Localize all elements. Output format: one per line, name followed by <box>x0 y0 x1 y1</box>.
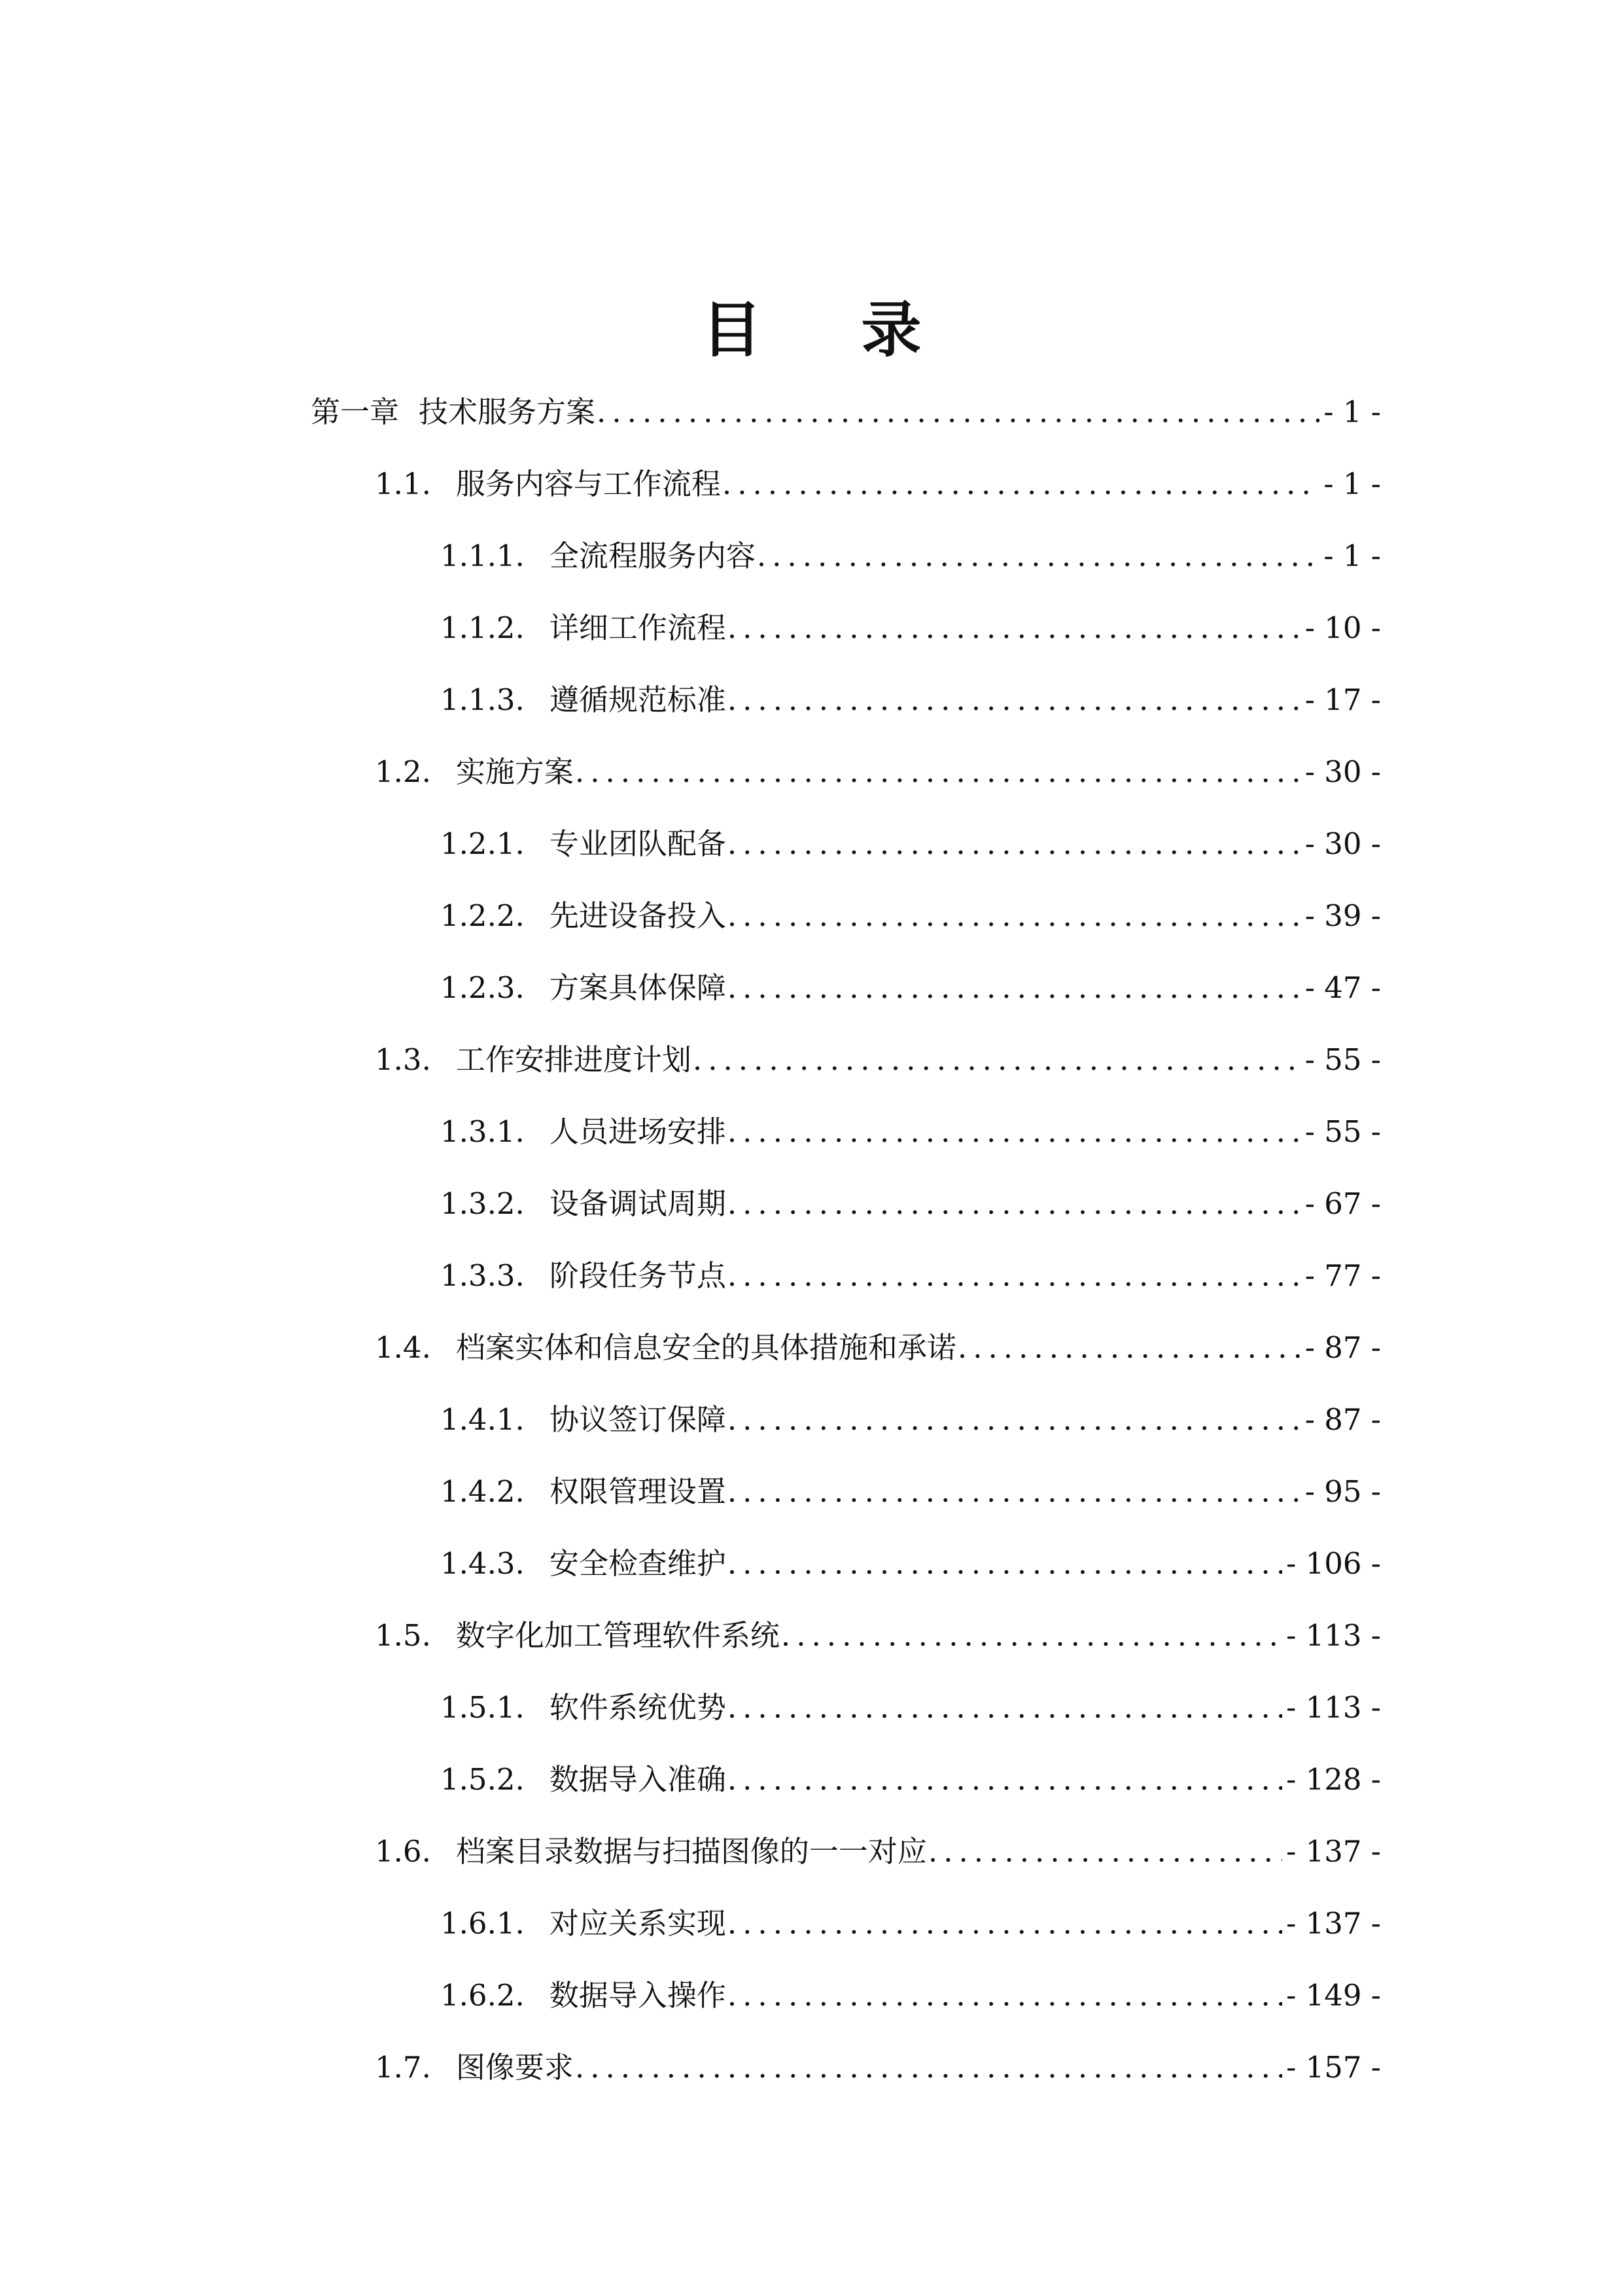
toc-entry-title: 权限管理设置 <box>549 1474 726 1509</box>
toc-entry[interactable] <box>375 1610 1381 1662</box>
toc-entry-number: 1.5.2. <box>440 1762 525 1797</box>
toc-entry[interactable] <box>375 1034 1381 1086</box>
toc-entry-number: 1.7. <box>375 2050 431 2085</box>
toc-entry-number: 1.6. <box>375 1834 431 1869</box>
toc-dot-leader <box>727 962 1301 1014</box>
toc-entry-number: 1.2.2. <box>440 898 525 933</box>
toc-entry-title: 详细工作流程 <box>549 610 726 645</box>
toc-entry-number: 1.2.1. <box>440 826 525 861</box>
toc-dot-leader <box>727 602 1301 654</box>
toc-entry[interactable] <box>440 1898 1381 1950</box>
toc-entry[interactable] <box>375 1826 1381 1878</box>
toc-entry-page: - 30 - <box>1304 754 1381 789</box>
toc-entry-number: 1.1.1. <box>440 539 525 573</box>
toc-dot-leader <box>722 458 1319 510</box>
toc-dot-leader <box>727 1178 1301 1230</box>
toc-entry-title: 设备调试周期 <box>549 1186 726 1221</box>
toc-entry-number: 1.1.2. <box>440 610 525 645</box>
toc-entry[interactable] <box>440 818 1381 870</box>
toc-entry[interactable] <box>440 1394 1381 1446</box>
toc-entry-page: - 113 - <box>1286 1618 1381 1653</box>
toc-dot-leader <box>958 1322 1301 1374</box>
toc-entry-title: 工作安排进度计划 <box>455 1042 691 1077</box>
toc-entry-title: 对应关系实现 <box>549 1906 726 1941</box>
toc-entry-number: 1.4.2. <box>440 1474 525 1509</box>
toc-entry-title: 图像要求 <box>455 2050 574 2085</box>
toc-entry-number: 1.1.3. <box>440 682 525 717</box>
toc-dot-leader <box>757 530 1320 582</box>
toc-entry-title: 人员进场安排 <box>549 1114 726 1149</box>
toc-entry[interactable] <box>375 2041 1381 2094</box>
toc-entry-title: 档案实体和信息安全的具体措施和承诺 <box>455 1330 956 1365</box>
toc-dot-leader <box>597 386 1319 438</box>
toc-entry-title: 数据导入操作 <box>549 1978 726 2013</box>
toc-entry-page: - 128 - <box>1286 1762 1381 1797</box>
toc-dot-leader <box>928 1826 1282 1878</box>
page-title: 目 录 <box>701 295 961 365</box>
toc-dot-leader <box>727 1466 1301 1518</box>
toc-entry-page: - 77 - <box>1304 1258 1381 1293</box>
toc-entry[interactable] <box>440 1106 1381 1158</box>
toc-entry-page: - 106 - <box>1286 1546 1381 1581</box>
toc-entry-page: - 113 - <box>1286 1690 1381 1725</box>
toc-entry-title: 阶段任务节点 <box>549 1258 726 1293</box>
toc-entry-number: 1.2.3. <box>440 970 525 1005</box>
toc-entry-title: 技术服务方案 <box>419 395 596 429</box>
toc-entry-page: - 1 - <box>1323 467 1381 501</box>
toc-entry-title: 协议签订保障 <box>549 1402 726 1437</box>
toc-entry-page: - 55 - <box>1304 1114 1381 1149</box>
toc-entry-number: 1.6.1. <box>440 1906 525 1941</box>
toc-entry-title: 数据导入准确 <box>549 1762 726 1797</box>
toc-entry-title: 安全检查维护 <box>549 1546 726 1581</box>
toc-dot-leader <box>727 1106 1301 1158</box>
toc-entry-title: 遵循规范标准 <box>549 682 726 717</box>
toc-entry-number: 第一章 <box>311 395 400 429</box>
toc-entry[interactable] <box>440 1754 1381 1806</box>
toc-entry-number: 1.2. <box>375 754 431 789</box>
toc-entry[interactable] <box>440 1250 1381 1302</box>
toc-entry-page: - 87 - <box>1304 1330 1381 1365</box>
toc-entry-title: 档案目录数据与扫描图像的一一对应 <box>455 1834 927 1869</box>
toc-entry-number: 1.1. <box>375 467 431 501</box>
toc-entry-title: 服务内容与工作流程 <box>455 467 721 501</box>
toc-entry-page: - 1 - <box>1323 539 1381 573</box>
toc-dot-leader <box>727 818 1301 870</box>
toc-entry[interactable] <box>440 530 1381 582</box>
toc-dot-leader <box>781 1610 1282 1662</box>
toc-entry-title: 软件系统优势 <box>549 1690 726 1725</box>
toc-entry-title: 数字化加工管理软件系统 <box>455 1618 780 1653</box>
toc-entry-page: - 95 - <box>1304 1474 1381 1509</box>
toc-dot-leader <box>575 746 1301 798</box>
toc-entry-page: - 137 - <box>1286 1834 1381 1869</box>
toc-entry[interactable] <box>440 602 1381 654</box>
toc-entry-title: 先进设备投入 <box>549 898 726 933</box>
toc-entry[interactable] <box>311 386 1381 438</box>
toc-entry-page: - 17 - <box>1304 682 1381 717</box>
toc-dot-leader <box>727 1898 1282 1950</box>
toc-entry-page: - 39 - <box>1304 898 1381 933</box>
toc-entry[interactable] <box>440 1466 1381 1518</box>
toc-entry-number: 1.5. <box>375 1618 431 1653</box>
toc-entry-page: - 47 - <box>1304 970 1381 1005</box>
toc-entry[interactable] <box>440 962 1381 1014</box>
toc-entry[interactable] <box>440 1969 1381 2022</box>
toc-entry[interactable] <box>440 890 1381 942</box>
toc-entry[interactable] <box>440 674 1381 726</box>
toc-entry[interactable] <box>440 1538 1381 1590</box>
toc-dot-leader <box>727 890 1301 942</box>
toc-entry-number: 1.4.1. <box>440 1402 525 1437</box>
toc-entry-page: - 1 - <box>1323 395 1381 429</box>
toc-entry-page: - 87 - <box>1304 1402 1381 1437</box>
toc-dot-leader <box>575 2041 1282 2094</box>
toc-entry-number: 1.5.1. <box>440 1690 525 1725</box>
toc-entry-title: 全流程服务内容 <box>549 539 756 573</box>
toc-entry-number: 1.4.3. <box>440 1546 525 1581</box>
toc-dot-leader <box>727 1250 1301 1302</box>
toc-entry-title: 实施方案 <box>455 754 574 789</box>
toc-dot-leader <box>727 674 1301 726</box>
toc-entry[interactable] <box>440 1682 1381 1734</box>
toc-entry-title: 方案具体保障 <box>549 970 726 1005</box>
toc-entry[interactable] <box>375 1322 1381 1374</box>
toc-entry-number: 1.6.2. <box>440 1978 525 2013</box>
toc-dot-leader <box>727 1538 1282 1590</box>
toc-entry-number: 1.3.3. <box>440 1258 525 1293</box>
toc-entry-page: - 67 - <box>1304 1186 1381 1221</box>
toc-entry-page: - 137 - <box>1286 1906 1381 1941</box>
toc-entry-page: - 149 - <box>1286 1978 1381 2013</box>
toc-entry-page: - 157 - <box>1286 2050 1381 2085</box>
toc-entry-page: - 30 - <box>1304 826 1381 861</box>
toc-entry-number: 1.3.1. <box>440 1114 525 1149</box>
toc-entry-number: 1.4. <box>375 1330 431 1365</box>
toc-entry[interactable] <box>440 1178 1381 1230</box>
toc-entry-page: - 10 - <box>1304 610 1381 645</box>
toc-dot-leader <box>727 1754 1282 1806</box>
toc-dot-leader <box>727 1969 1282 2022</box>
toc-entry[interactable] <box>375 458 1381 510</box>
toc-entry-title: 专业团队配备 <box>549 826 726 861</box>
toc-dot-leader <box>727 1394 1301 1446</box>
toc-entry-number: 1.3. <box>375 1042 431 1077</box>
toc-entry[interactable] <box>375 746 1381 798</box>
toc-dot-leader <box>693 1034 1301 1086</box>
toc-entry-page: - 55 - <box>1304 1042 1381 1077</box>
toc-entry-number: 1.3.2. <box>440 1186 525 1221</box>
toc-dot-leader <box>727 1682 1282 1734</box>
